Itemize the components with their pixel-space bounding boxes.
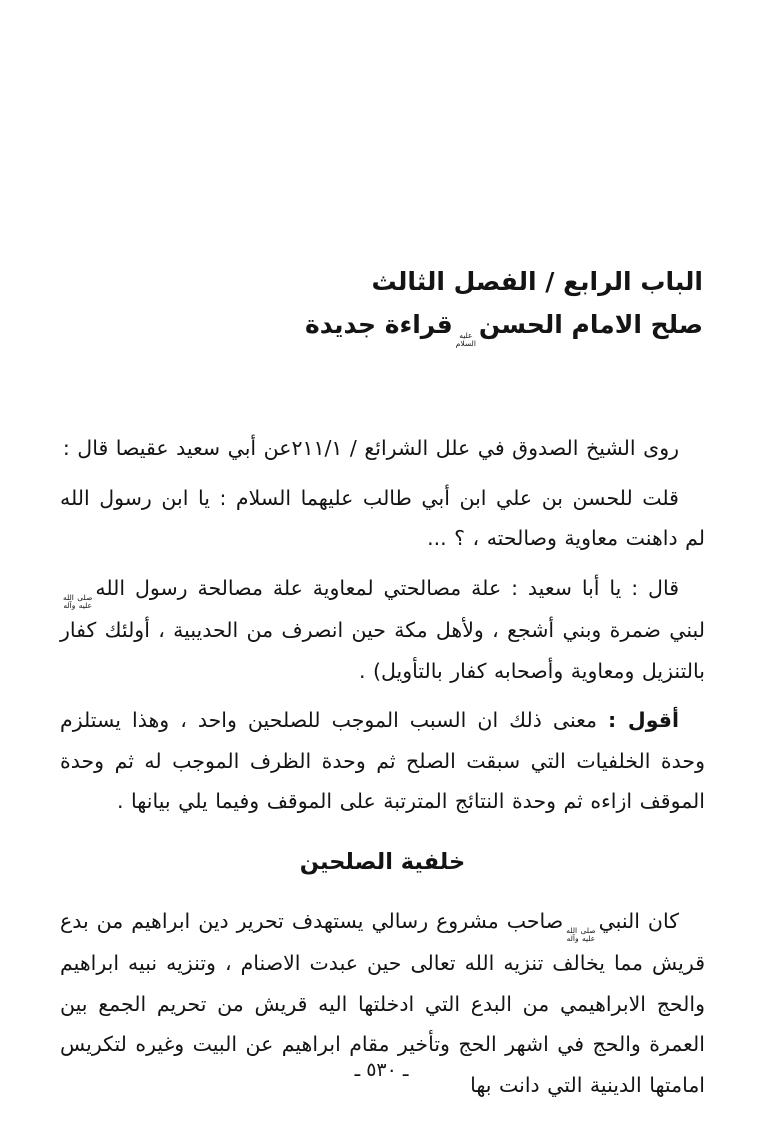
page-footer: [0, 1059, 763, 1081]
paragraph-text: قلت للحسن بن علي ابن أبي طالب عليهما السلام : يا ابن رسول الله لم داهنت معاوية وصالحته ، ؟ ...: [60, 485, 705, 550]
honorific-top: صلى الله: [566, 925, 596, 935]
paragraph-hasan-reply: [60, 568, 705, 692]
section-title-text-start: صلح الامام الحسن: [478, 310, 703, 339]
page-body: [60, 428, 705, 1114]
chapter-title: [60, 260, 703, 303]
honorific-bottom: عليه وآله: [63, 600, 92, 610]
chapter-title-text: الباب الرابع / الفصل الثالث: [371, 267, 703, 296]
honorific-alayhis-salam-icon: [456, 332, 476, 349]
paragraph-text-start: قال : يا أبا سعيد : علة مصالحتي لمعاوية علة مصالحة رسول الله: [95, 575, 679, 600]
section-title-text-end: قراءة جديدة: [304, 310, 453, 339]
paragraph-text-end: صاحب مشروع رسالي يستهدف تحرير دين ابراهيم من بدع قريش مما يخالف تنزيه الله تعالى حين عبدت الاصنام ، وتنزيه نبيه ابراهيم والحج الابراهيمي من البدع التي ادخلتها اليه قريش من تحريم الجمع بين العمرة والحج في اشهر الحج وتأخير مقام ابراهيم عن البيت وغيره لتكريس امامتها الدينية التي دانت بها: [60, 908, 705, 1097]
honorific-top: صلى الله: [63, 592, 93, 602]
paragraph-narration-source: [60, 428, 705, 469]
honorific-bottom: عليه وآله: [566, 933, 596, 943]
author-comment-text: معنى ذلك ان السبب الموجب للصلحين واحد ، وهذا يستلزم وحدة الخلفيات التي سبقت الصلح ثم وحدة الظرف الموجب له ثم وحدة الموقف ازاءه ثم وحدة النتائج المترتبة على الموقف وفيما يلي بيانها .: [60, 708, 705, 813]
honorific-sallallahu-icon: [63, 594, 92, 611]
honorific-sallallahu-icon: [566, 927, 595, 944]
author-comment-lead: أقول :: [608, 708, 679, 732]
page-number: ـ ٥٣٠ ـ: [354, 1059, 409, 1081]
paragraph-author-comment: [60, 700, 705, 822]
honorific-bottom: السلام: [455, 339, 476, 349]
honorific-top: عليه: [459, 331, 473, 340]
section-heading: خلفية الصلحين: [299, 848, 466, 875]
section-title: [60, 303, 703, 349]
paragraph-text-start: كان النبي: [598, 908, 679, 933]
chapter-header: [60, 260, 703, 349]
paragraph-text-end: لبني ضمرة وبني أشجع ، ولأهل مكة حين انصرف من الحديبية ، أولئك كفار بالتنزيل ومعاوية وأصحابه كفار بالتأويل) .: [60, 618, 705, 683]
paragraph-question: [60, 478, 705, 559]
paragraph-text: روى الشيخ الصدوق في علل الشرائع / ٢١١/١عن أبي سعيد عقيصا قال :: [62, 436, 679, 460]
